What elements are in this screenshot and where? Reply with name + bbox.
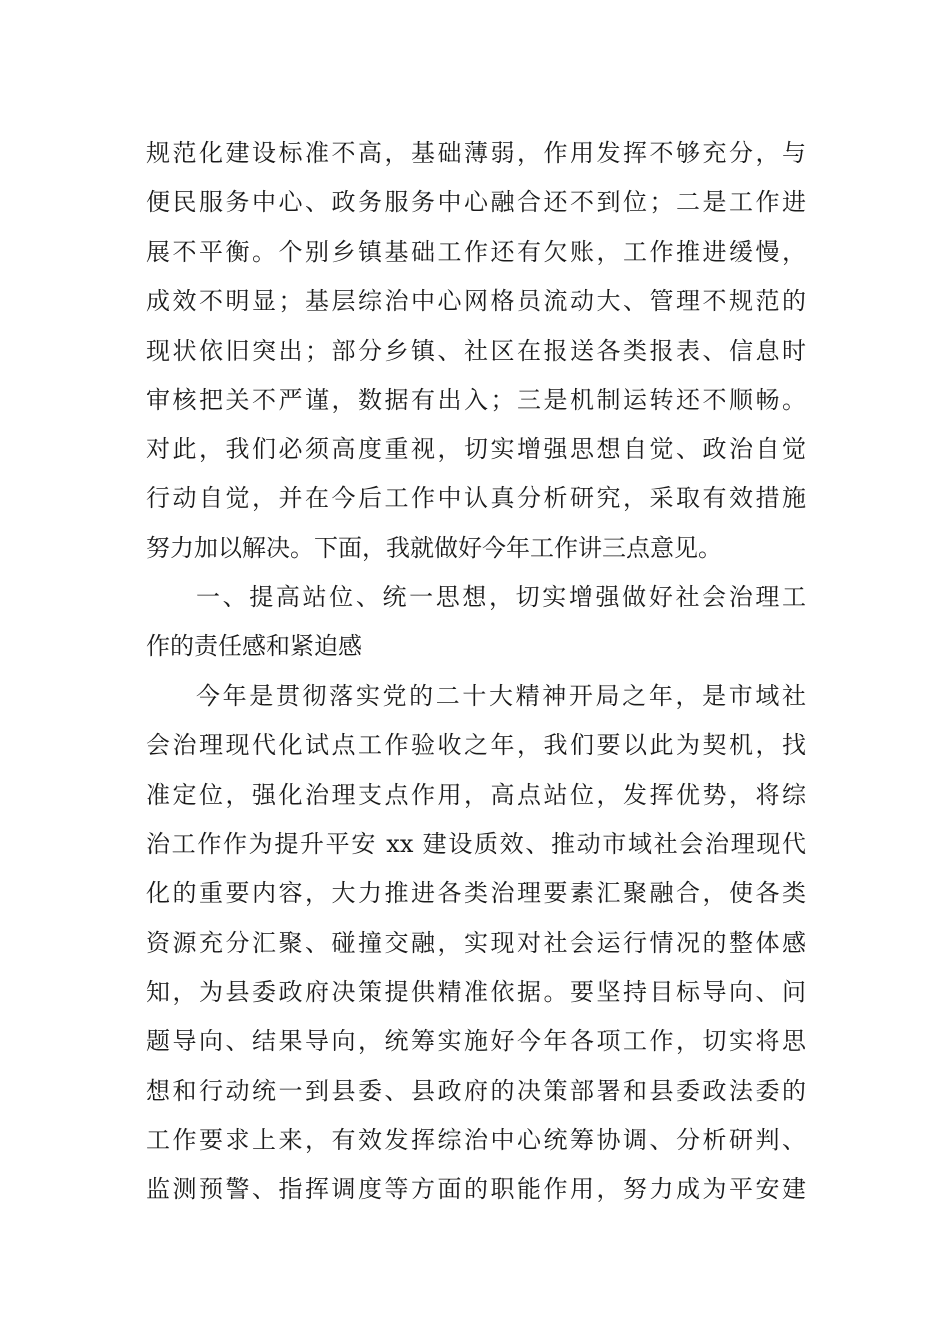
text-line: 规范化建设标准不高，基础薄弱，作用发挥不够充分，与 <box>146 139 806 167</box>
text-line: 准定位，强化治理支点作用，高点站位，发挥优势，将综 <box>146 781 806 809</box>
section-heading-line: 一、提高站位、统一思想，切实增强做好社会治理工 <box>196 583 806 611</box>
text-line: 审核把关不严谨，数据有出入；三是机制运转还不顺畅。 <box>146 386 806 414</box>
text-line: 想和行动统一到县委、县政府的决策部署和县委政法委的 <box>146 1077 806 1105</box>
text-line: 努力加以解决。下面，我就做好今年工作讲三点意见。 <box>146 534 722 562</box>
text-line: 化的重要内容，大力推进各类治理要素汇聚融合，使各类 <box>146 879 806 907</box>
text-line: 成效不明显；基层综治中心网格员流动大、管理不规范的 <box>146 287 806 315</box>
text-line: 资源充分汇聚、碰撞交融，实现对社会运行情况的整体感 <box>146 929 806 957</box>
section-heading-line: 作的责任感和紧迫感 <box>146 632 362 660</box>
text-line: 对此，我们必须高度重视，切实增强思想自觉、政治自觉 <box>146 435 806 463</box>
text-line: 行动自觉，并在今后工作中认真分析研究，采取有效措施 <box>146 484 806 512</box>
text-line: 题导向、结果导向，统筹实施好今年各项工作，切实将思 <box>146 1027 806 1055</box>
text-line: 展不平衡。个别乡镇基础工作还有欠账，工作推进缓慢， <box>146 238 806 266</box>
text-line: 便民服务中心、政务服务中心融合还不到位；二是工作进 <box>146 188 806 216</box>
text-line: 治工作作为提升平安 xx 建设质效、推动市域社会治理现代 <box>146 830 806 858</box>
text-line: 今年是贯彻落实党的二十大精神开局之年，是市域社 <box>196 682 806 710</box>
text-line: 会治理现代化试点工作验收之年，我们要以此为契机，找 <box>146 731 806 759</box>
text-line: 工作要求上来，有效发挥综治中心统筹协调、分析研判、 <box>146 1126 806 1154</box>
text-line: 监测预警、指挥调度等方面的职能作用，努力成为平安建 <box>146 1175 806 1203</box>
text-line: 知，为县委政府决策提供精准依据。要坚持目标导向、问 <box>146 978 806 1006</box>
text-line: 现状依旧突出；部分乡镇、社区在报送各类报表、信息时 <box>146 337 806 365</box>
